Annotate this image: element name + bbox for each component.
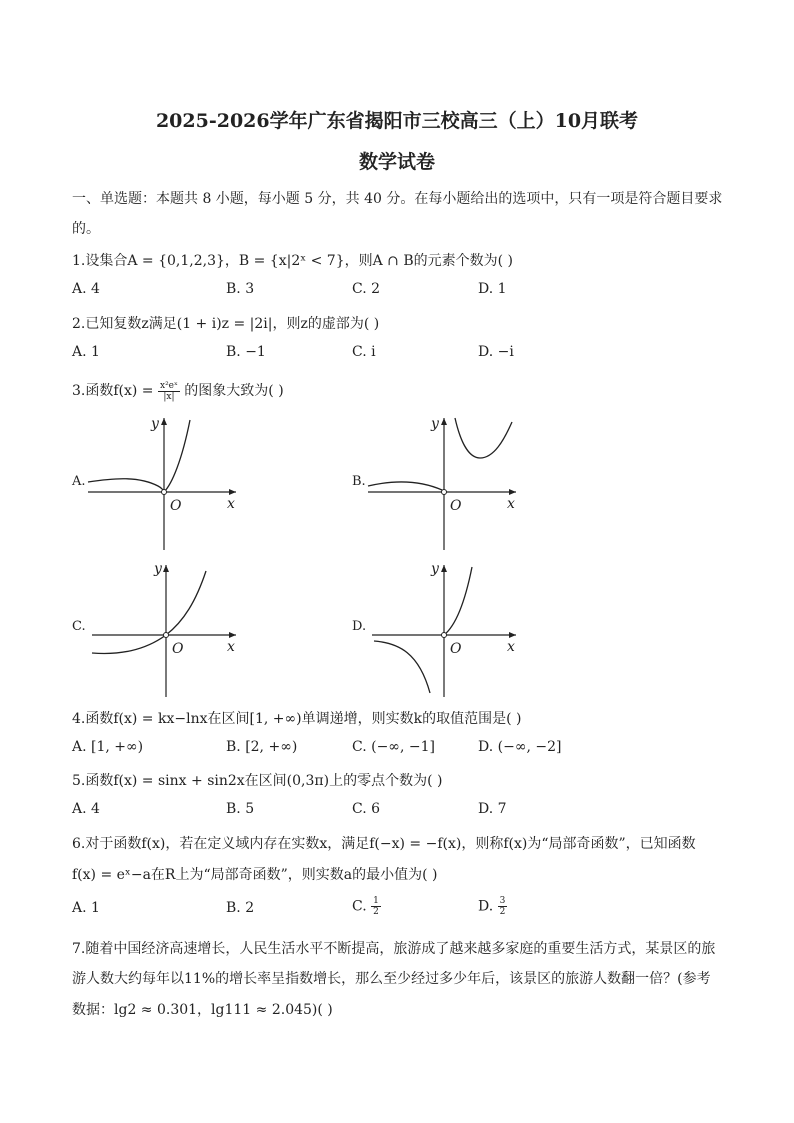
graph-d-open-point xyxy=(442,633,447,638)
q6-option-a: A. 1 xyxy=(72,900,100,916)
question-1: 1.设集合A = {0,1,2,3}，B = {x|2ˣ < 7}，则A ∩ B的元素个数为( ) xyxy=(72,253,514,269)
question-2: 2.已知复数z满足(1 + i)z = |2i|，则z的虚部为( ) xyxy=(72,316,380,332)
graph-d-y-label: y xyxy=(431,561,439,577)
q6-option-c xyxy=(352,896,381,917)
q6-option-c-prefix: C. xyxy=(352,898,372,915)
q6-option-d-denominator: 2 xyxy=(499,907,506,917)
q4-option-c: C. (−∞, −1] xyxy=(352,739,435,755)
graph-d-label: D. xyxy=(352,619,367,634)
graph-c-curve xyxy=(92,571,206,653)
question-4: 4.函数f(x) = kx−lnx在区间[1, +∞)单调递增，则实数k的取值范围是( ) xyxy=(72,711,522,727)
q6-option-c-numerator: 1 xyxy=(373,896,379,906)
q4-option-b: B. [2, +∞) xyxy=(226,739,298,755)
q2-option-a: A. 1 xyxy=(72,344,100,360)
question-7-line1: 7.随着中国经济高速增长，人民生活水平不断提高，旅游成了越来越多家庭的重要生活方式，某景区的旅 xyxy=(72,941,716,957)
q6-option-c-fraction xyxy=(371,896,381,917)
graph-b-origin-label: O xyxy=(450,498,462,514)
q2-option-b: B. −1 xyxy=(226,344,266,360)
graph-d-x-arrow xyxy=(509,632,516,638)
graph-b-x-arrow xyxy=(509,489,516,495)
graph-d-origin-label: O xyxy=(450,641,462,657)
graph-b-left-curve xyxy=(368,482,442,490)
graph-a-label: A. xyxy=(72,474,86,489)
graph-d-y-arrow xyxy=(441,565,447,572)
q3-suffix: 的图象大致为( ) xyxy=(184,383,284,399)
graph-c-x-label: x xyxy=(227,639,235,655)
exam-title: 2025-2026学年广东省揭阳市三校高三（上）10月联考 xyxy=(155,110,639,132)
q5-option-d: D. 7 xyxy=(478,801,507,817)
graph-a-open-point xyxy=(162,490,167,495)
question-3 xyxy=(72,380,284,402)
graph-c-label: C. xyxy=(72,619,86,634)
graph-c-y-arrow xyxy=(163,565,169,572)
graph-b-y-label: y xyxy=(431,416,439,432)
q6-option-d-fraction xyxy=(498,896,508,917)
question-5: 5.函数f(x) = sinx + sin2x在区间(0,3π)上的零点个数为( ) xyxy=(72,773,443,789)
q1-option-c: C. 2 xyxy=(352,281,381,297)
q5-option-b: B. 5 xyxy=(226,801,255,817)
q2-option-c: C. i xyxy=(352,344,376,360)
q4-option-d: D. (−∞, −2] xyxy=(478,739,562,755)
graph-a-y-arrow xyxy=(161,418,167,425)
graph-a-x-arrow xyxy=(229,489,236,495)
exam-subtitle: 数学试卷 xyxy=(358,151,435,173)
q3-prefix: 3.函数f(x) = xyxy=(72,383,154,399)
q1-option-b: B. 3 xyxy=(226,281,255,297)
graph-b-y-arrow xyxy=(441,418,447,425)
graph-c-x-arrow xyxy=(229,632,236,638)
q3-fraction-denominator: |x| xyxy=(163,391,175,402)
q5-option-c: C. 6 xyxy=(352,801,381,817)
graph-c-open-point xyxy=(164,633,169,638)
q1-option-d: D. 1 xyxy=(478,281,507,297)
graph-b-right-curve xyxy=(455,418,512,458)
question-7-line2: 游人数大约每年以11%的增长率呈指数增长，那么至少经过多少年后，该景区的旅游人数翻一倍？(参考 xyxy=(72,971,711,987)
graph-d-x-label: x xyxy=(507,639,515,655)
q3-fraction-numerator: x²eˣ xyxy=(160,380,178,391)
graph-c-origin-label: O xyxy=(172,641,184,657)
q3-fraction xyxy=(158,381,180,402)
graph-b-label: B. xyxy=(352,474,366,489)
graph-a xyxy=(84,410,244,555)
q5-option-a: A. 4 xyxy=(72,801,100,817)
graph-a-curve xyxy=(88,420,190,492)
q6-option-d xyxy=(478,896,507,917)
q6-option-d-prefix: D. xyxy=(478,898,498,915)
graph-b-open-point xyxy=(442,490,447,495)
graph-d-left-curve xyxy=(374,641,430,693)
graph-c xyxy=(84,557,244,702)
q6-option-b: B. 2 xyxy=(226,900,255,916)
graph-d-right-curve xyxy=(444,567,472,635)
graph-b xyxy=(364,410,524,555)
q2-option-d: D. −i xyxy=(478,344,514,360)
graph-b-x-label: x xyxy=(507,496,515,512)
graph-c-y-label: y xyxy=(154,561,162,577)
q4-option-a: A. [1, +∞) xyxy=(72,739,144,755)
graph-a-origin-label: O xyxy=(170,498,182,514)
question-6-line2: f(x) = eˣ−a在R上为“局部奇函数”，则实数a的最小值为( ) xyxy=(72,867,438,883)
graph-d xyxy=(364,557,524,702)
question-6-line1: 6.对于函数f(x)，若在定义域内存在实数x，满足f(−x) = −f(x)，则称f(x)为“局部奇函数”，已知函数 xyxy=(72,836,696,852)
q6-option-d-numerator: 3 xyxy=(499,896,506,906)
q1-option-a: A. 4 xyxy=(72,281,100,297)
graph-a-y-label: y xyxy=(151,416,159,432)
question-7-line3: 数据：lg2 ≈ 0.301，lg111 ≈ 2.045)( ) xyxy=(72,1002,333,1018)
q6-option-c-denominator: 2 xyxy=(373,907,379,917)
section-heading-line2: 的。 xyxy=(72,221,100,237)
section-heading-line1: 一、单选题：本题共 8 小题，每小题 5 分，共 40 分。在每小题给出的选项中，只有一项是符合题目要求 xyxy=(72,191,723,207)
graph-a-x-label: x xyxy=(227,496,235,512)
